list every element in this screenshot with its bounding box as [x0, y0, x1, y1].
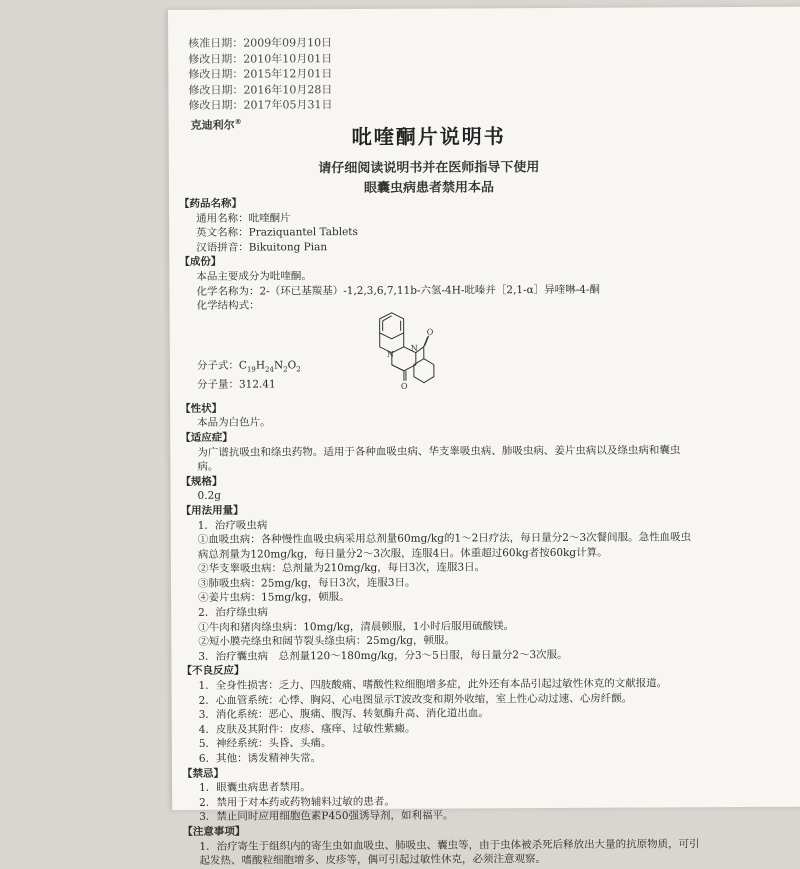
- molecular-formula: [197, 358, 301, 378]
- adverse-line: 2．心血管系统：心悸、胸闷、心电图显示T波改变和期外收缩，室上性心动过速、心房纤颤。: [182, 691, 702, 708]
- contraindication-line: 2．禁用于对本药或药物辅料过敏的患者。: [182, 793, 702, 810]
- formula-part: C: [239, 359, 247, 371]
- section-heading-indications: 【适应症】: [180, 428, 700, 445]
- formula-part: 2: [296, 365, 301, 373]
- formula-part: N: [274, 359, 283, 371]
- contraindication-line: 1．眼囊虫病患者禁用。: [182, 778, 702, 795]
- formula-part: 19: [247, 365, 256, 373]
- section-heading-appearance: 【性状】: [180, 399, 700, 416]
- instruction-subtitle: 请仔细阅读说明书并在医师指导下使用: [169, 155, 689, 177]
- date-line: 修改日期：2017年05月31日: [188, 97, 332, 113]
- contraindication-line: 3．禁止同时应用细胞色素P450强诱导剂，如利福平。: [182, 808, 702, 825]
- molecular-weight: 分子量：312.41: [197, 377, 301, 393]
- pinyin-name: 汉语拼音：Bikuitong Pian: [179, 238, 699, 255]
- molecular-info: [197, 358, 301, 393]
- dosage-line: ③肺吸虫病：25mg/kg，每日3次，连服3日。: [181, 574, 701, 591]
- registered-mark: ®: [235, 118, 242, 126]
- adverse-line: 3．消化系统：恶心、腹痛、腹泻、转氨酶升高、消化道出血。: [182, 705, 702, 722]
- warning-subtitle: 眼囊虫病患者禁用本品: [169, 175, 689, 197]
- dosage-line: ④姜片虫病：15mg/kg，顿服。: [181, 589, 701, 606]
- section-heading-adverse-reactions: 【不良反应】: [181, 662, 701, 679]
- leaflet-page: [168, 7, 800, 810]
- precaution-line: 1．治疗寄生于组织内的寄生虫如血吸虫、肺吸虫、囊虫等，由于虫体被杀死后释放出大量的抗原物质，可引起发热、嗜酸粒细胞增多、皮疹等，偶可引起过敏性休克，必须注意观察。: [182, 837, 702, 869]
- date-line: 修改日期：2016年10月28日: [188, 82, 332, 98]
- oxygen-label: O: [401, 381, 408, 390]
- date-line: 核准日期：2009年09月10日: [188, 35, 332, 51]
- date-line: 修改日期：2010年10月01日: [188, 51, 332, 67]
- indications-text: 为广谱抗吸虫和绦虫药物。适用于各种血吸虫病、华支睾吸虫病、肺吸虫病、姜片虫病以及绦虫病和囊虫病。: [180, 443, 700, 475]
- dosage-line: 1．治疗吸虫病: [181, 516, 701, 533]
- revision-dates: [188, 35, 332, 113]
- brand-text: 克迪利尔: [191, 119, 235, 132]
- ingredient-line: 本品主要成分为吡喹酮。: [179, 267, 699, 284]
- structure-label: 化学结构式：: [180, 296, 700, 313]
- adverse-line: 6．其他：诱发精神失常。: [182, 749, 702, 766]
- adverse-line: 4．皮肤及其附件：皮疹、瘙痒、过敏性紫癜。: [182, 720, 702, 737]
- formula-prefix: 分子式：: [197, 359, 239, 371]
- section-heading-drug-name: 【药品名称】: [179, 194, 699, 211]
- formula-part: 2: [283, 365, 288, 373]
- generic-name: 通用名称：吡喹酮片: [179, 209, 699, 226]
- appearance-text: 本品为白色片。: [180, 414, 700, 431]
- formula-part: 24: [265, 365, 274, 373]
- formula-part: O: [288, 359, 297, 371]
- section-heading-contraindications: 【禁忌】: [182, 764, 702, 781]
- dosage-line: 3．治疗囊虫病 总剂量120～180mg/kg，分3～5日服，每日量分2～3次服。: [181, 647, 701, 664]
- oxygen-label: O: [427, 327, 434, 336]
- dosage-line: ②华支睾吸虫病：总剂量为210mg/kg，每日3次，连服3日。: [181, 559, 701, 576]
- leaflet-body: [179, 194, 703, 868]
- section-heading-precautions: 【注意事项】: [182, 822, 702, 839]
- specification-text: 0.2g: [181, 487, 701, 504]
- section-heading-dosage: 【用法用量】: [181, 501, 701, 518]
- section-heading-ingredients: 【成份】: [179, 253, 699, 270]
- structure-block: [180, 311, 700, 402]
- nitrogen-label: N: [387, 350, 394, 359]
- section-heading-specification: 【规格】: [180, 472, 700, 489]
- dosage-line: ①牛肉和猪肉绦虫病：10mg/kg，清晨顿服，1小时后服用硫酸镁。: [181, 618, 701, 635]
- dosage-line: 2．治疗绦虫病: [181, 603, 701, 620]
- english-name: 英文名称：Praziquantel Tablets: [179, 223, 699, 240]
- formula-part: H: [256, 359, 265, 371]
- dosage-line: ②短小膜壳绦虫和阔节裂头绦虫病：25mg/kg，顿服。: [181, 632, 701, 649]
- adverse-line: 1．全身性损害：乏力、四肢酸痛、嗜酸性粒细胞增多症，此外还有本品引起过敏性休克的文献报道。: [182, 676, 702, 693]
- date-line: 修改日期：2015年12月01日: [188, 66, 332, 82]
- dosage-line: ①血吸虫病：各种慢性血吸虫病采用总剂量60mg/kg的1～2日疗法，每日量分2～3次餐间服。急性血吸虫病总剂量为120mg/kg，每日量分2～3次服，连服4日。体重超过60kg者按60kg计算。: [181, 530, 701, 562]
- chemical-name: 化学名称为：2-（环已基羰基）-1,2,3,6,7,11b-六氢-4H-吡嗪并［2,1-α］异喹啉-4-酮: [179, 282, 699, 299]
- chemical-structure-diagram: [366, 308, 456, 400]
- document-title: 吡喹酮片说明书: [169, 119, 689, 151]
- adverse-line: 5．神经系统：头昏、头痛。: [182, 735, 702, 752]
- nitrogen-label: N: [411, 343, 418, 352]
